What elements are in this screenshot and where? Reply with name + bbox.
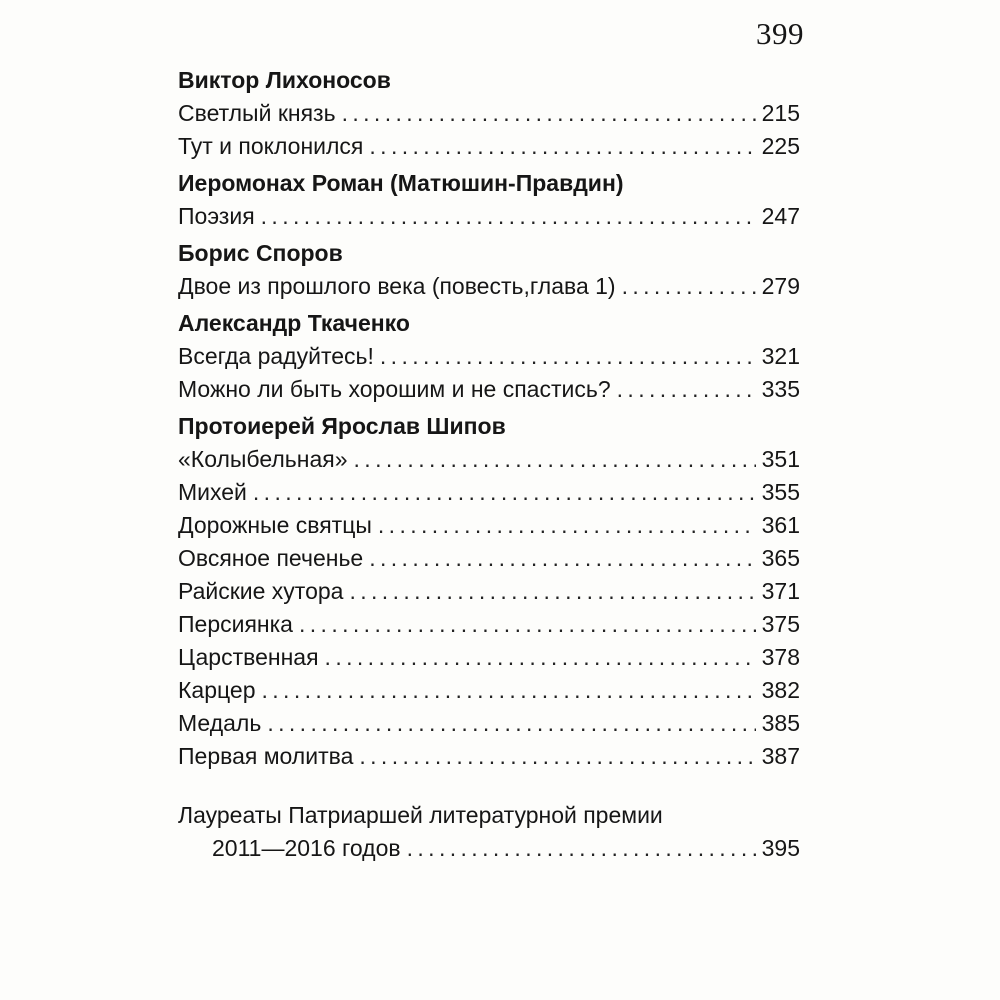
entry-page: 279 bbox=[761, 273, 800, 299]
dot-leader bbox=[261, 674, 755, 707]
page-number: 399 bbox=[756, 16, 804, 51]
table-of-contents bbox=[178, 64, 800, 865]
dot-leader bbox=[622, 270, 756, 303]
entry-page: 371 bbox=[761, 578, 800, 604]
entry-title: Карцер bbox=[178, 677, 256, 703]
author-heading: Борис Споров bbox=[178, 240, 343, 266]
toc-entry bbox=[178, 707, 800, 740]
entry-title: Райские хутора bbox=[178, 578, 344, 604]
dot-leader bbox=[261, 200, 756, 233]
author-heading: Иеромонах Роман (Матюшин-Правдин) bbox=[178, 170, 624, 196]
toc-section bbox=[178, 237, 800, 303]
entry-page: 375 bbox=[761, 611, 800, 637]
entry-page: 382 bbox=[761, 677, 800, 703]
dot-leader bbox=[354, 443, 756, 476]
entry-title: Овсяное печенье bbox=[178, 545, 364, 571]
dot-leader bbox=[359, 740, 755, 773]
entry-page: 321 bbox=[761, 343, 800, 369]
entry-page: 378 bbox=[761, 644, 800, 670]
dot-leader bbox=[407, 832, 756, 865]
toc-section bbox=[178, 307, 800, 406]
dot-leader bbox=[617, 373, 756, 406]
toc-entry bbox=[178, 740, 800, 773]
toc-section bbox=[178, 64, 800, 163]
entry-title: Первая молитва bbox=[178, 743, 354, 769]
laureates-title-line2: 2011—2016 годов bbox=[212, 835, 401, 861]
toc-entry bbox=[178, 832, 800, 865]
entry-title: Персиянка bbox=[178, 611, 293, 637]
toc-entry bbox=[178, 608, 800, 641]
dot-leader bbox=[369, 542, 755, 575]
dot-leader bbox=[342, 97, 756, 130]
entry-page: 247 bbox=[761, 203, 800, 229]
entry-page: 385 bbox=[761, 710, 800, 736]
dot-leader bbox=[349, 575, 755, 608]
entry-page: 395 bbox=[761, 835, 800, 861]
entry-title: Михей bbox=[178, 479, 247, 505]
toc-entry bbox=[178, 542, 800, 575]
dot-leader bbox=[267, 707, 755, 740]
toc-entry bbox=[178, 373, 800, 406]
toc-section bbox=[178, 410, 800, 773]
toc-entry bbox=[178, 674, 800, 707]
dot-leader bbox=[369, 130, 755, 163]
dot-leader bbox=[299, 608, 756, 641]
entry-page: 387 bbox=[761, 743, 800, 769]
spacer bbox=[178, 773, 800, 799]
entry-page: 355 bbox=[761, 479, 800, 505]
entry-title: Можно ли быть хорошим и не спастись? bbox=[178, 376, 611, 402]
toc-section bbox=[178, 167, 800, 233]
dot-leader bbox=[378, 509, 756, 542]
author-heading: Виктор Лихоносов bbox=[178, 67, 391, 93]
toc-entry bbox=[178, 443, 800, 476]
entry-page: 361 bbox=[761, 512, 800, 538]
author-heading: Александр Ткаченко bbox=[178, 310, 410, 336]
entry-page: 365 bbox=[761, 545, 800, 571]
entry-title: Светлый князь bbox=[178, 100, 336, 126]
dot-leader bbox=[253, 476, 756, 509]
entry-title: «Колыбельная» bbox=[178, 446, 348, 472]
entry-page: 351 bbox=[761, 446, 800, 472]
entry-title: Поэзия bbox=[178, 203, 255, 229]
entry-title: Медаль bbox=[178, 710, 262, 736]
dot-leader bbox=[380, 340, 756, 373]
toc-entry bbox=[178, 97, 800, 130]
toc-entry bbox=[178, 509, 800, 542]
entry-title: Царственная bbox=[178, 644, 319, 670]
entry-title: Всегда радуйтесь! bbox=[178, 343, 374, 369]
entry-title: Дорожные святцы bbox=[178, 512, 372, 538]
laureates-entry bbox=[178, 799, 800, 865]
toc-entry bbox=[178, 130, 800, 163]
toc-entry bbox=[178, 476, 800, 509]
entry-page: 335 bbox=[761, 376, 800, 402]
dot-leader bbox=[325, 641, 756, 674]
toc-entry bbox=[178, 200, 800, 233]
toc-entry bbox=[178, 641, 800, 674]
laureates-title-line1: Лауреаты Патриаршей литературной премии bbox=[178, 802, 663, 828]
entry-title: Двое из прошлого века (повесть,глава 1) bbox=[178, 273, 616, 299]
author-heading: Протоиерей Ярослав Шипов bbox=[178, 413, 506, 439]
entry-title: Тут и поклонился bbox=[178, 133, 364, 159]
toc-entry bbox=[178, 270, 800, 303]
toc-entry bbox=[178, 340, 800, 373]
toc-entry bbox=[178, 575, 800, 608]
entry-page: 225 bbox=[761, 133, 800, 159]
entry-page: 215 bbox=[761, 100, 800, 126]
